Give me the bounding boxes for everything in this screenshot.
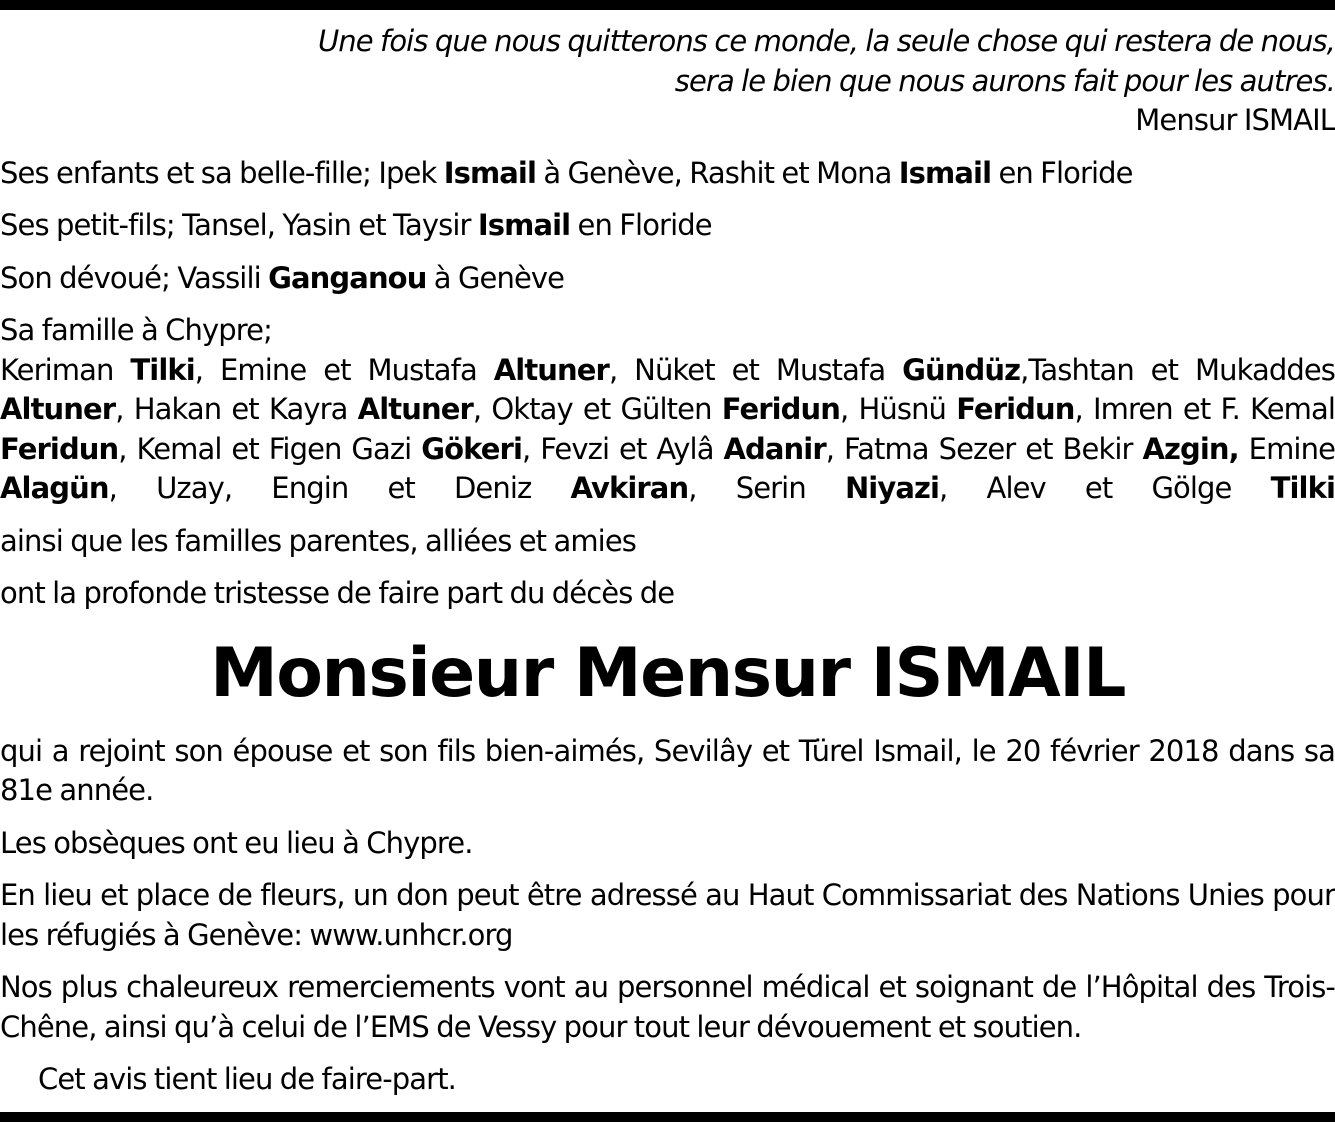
family-member-surname: Feridun — [721, 392, 841, 426]
family-member-given: Kemal et Figen Gazi — [136, 431, 422, 466]
announcement-line: ont la profonde tristesse de faire part du décès de — [0, 576, 675, 610]
family-member-given: Nüket et Mustafa — [634, 352, 903, 387]
family-member-given: Fevzi et Aylâ — [540, 431, 724, 466]
family-member-surname: Altuner — [493, 352, 609, 387]
family-member-surname: Niyazi — [844, 471, 940, 505]
family-member-separator: , — [472, 392, 492, 426]
children-prefix: Ses enfants et sa belle-fille; Ipek — [0, 155, 444, 190]
family-member-surname: Alagün — [0, 471, 109, 505]
family-member-separator: , — [1074, 392, 1093, 426]
family-member-separator: , — [840, 392, 859, 426]
children-surname-1: Ismail — [443, 155, 537, 190]
family-member-surname: Tilki — [130, 352, 195, 387]
family-cyprus-heading: Sa famille à Chypre; — [0, 313, 272, 347]
family-member-given: Oktay et Gülten — [491, 392, 722, 426]
family-member-given: Uzay, Engin et Deniz — [156, 471, 571, 505]
family-member-surname: Altuner — [357, 392, 473, 426]
family-member-separator: , — [108, 471, 157, 505]
children-surname-2: Ismail — [898, 155, 992, 190]
devoted-suffix: à Genève — [426, 260, 565, 295]
family-member-surname: Feridun — [956, 392, 1075, 426]
family-member-separator: , — [1020, 352, 1029, 387]
family-member-surname: Gökeri — [421, 431, 522, 466]
family-member-separator: , — [115, 392, 134, 426]
relatives-line: ainsi que les familles parentes, alliées et amies — [0, 523, 636, 558]
grandsons-surname: Ismail — [477, 208, 571, 242]
family-member-separator: , — [608, 352, 635, 387]
family-member-surname: Gündüz — [902, 352, 1021, 387]
family-cyprus-members — [0, 351, 1335, 509]
thanks-paragraph: Nos plus chaleureux remerciements vont au personnel médical et soignant de l’Hôpital des Trois-Chêne, ainsi qu’à celui de l’EMS de Vessy pour tout leur dévouement et soutien. — [0, 970, 1335, 1044]
family-member-separator: , — [194, 352, 220, 387]
family-member-given: Serin — [735, 471, 845, 505]
quote-line-2: sera le bien que nous aurons fait pour les autres. — [674, 63, 1335, 98]
quote-author: Mensur ISMAIL — [1135, 103, 1335, 137]
family-member-given: Keriman — [0, 352, 131, 387]
family-member-given: Imren et F. Kemal — [1092, 392, 1335, 426]
family-member-surname: Feridun — [0, 431, 119, 466]
family-member-separator: , — [825, 431, 844, 466]
family-member-surname: Altuner — [0, 392, 116, 426]
family-member-surname: Tilki — [1270, 471, 1335, 505]
family-member-surname: Avkiran — [570, 471, 689, 505]
family-member-given: Emine — [1248, 431, 1335, 466]
notice-line: Cet avis tient lieu de faire-part. — [38, 1062, 456, 1096]
family-member-given: Tashtan et Mukaddes — [1028, 352, 1335, 387]
devoted-line — [0, 259, 1335, 299]
family-member-separator — [1239, 432, 1249, 466]
family-member-given: Emine et Mustafa — [219, 352, 494, 387]
donation-paragraph: En lieu et place de fleurs, un don peut être adressé au Haut Commissariat des Nations Unies pour les réfugiés à Genève: www.unhcr.org — [0, 878, 1335, 952]
family-member-given: Hüsnü — [858, 392, 957, 426]
quote-line-1: Une fois que nous quitterons ce monde, la seule chose qui restera de nous, — [317, 24, 1335, 58]
devoted-surname: Ganganou — [268, 260, 427, 295]
funeral-paragraph: Les obsèques ont eu lieu à Chypre. — [0, 825, 473, 860]
top-rule — [0, 0, 1335, 10]
deceased-name: Monsieur Mensur ISMAIL — [210, 633, 1125, 713]
family-member-separator: , — [521, 431, 541, 466]
grandsons-prefix: Ses petit-fils; Tansel, Yasin et Taysir — [0, 208, 478, 242]
family-member-separator: , — [688, 471, 736, 505]
grandsons-suffix: en Floride — [570, 208, 712, 242]
details-paragraph: qui a rejoint son épouse et son fils bien-aimés, Sevilây et Türel Ismail, le 20 février 2018 dans sa 81e année. — [0, 733, 1335, 807]
family-member-separator: , — [118, 431, 137, 466]
family-member-given: Alev et Gölge — [986, 471, 1271, 505]
family-member-separator: , — [939, 471, 987, 505]
devoted-prefix: Son dévoué; Vassili — [0, 260, 269, 295]
family-member-given: Fatma Sezer et Bekir — [843, 431, 1143, 466]
grandsons-line — [0, 206, 1335, 246]
bottom-rule — [0, 1112, 1335, 1122]
children-mid: à Genève, Rashit et Mona — [536, 155, 899, 190]
epigraph-quote — [0, 22, 1335, 141]
obituary-notice — [0, 22, 1335, 1100]
family-member-given: Hakan et Kayra — [133, 392, 358, 426]
children-line — [0, 154, 1335, 194]
family-member-surname: Azgin, — [1142, 431, 1239, 466]
family-member-surname: Adanir — [723, 431, 826, 466]
children-suffix: en Floride — [991, 155, 1133, 190]
